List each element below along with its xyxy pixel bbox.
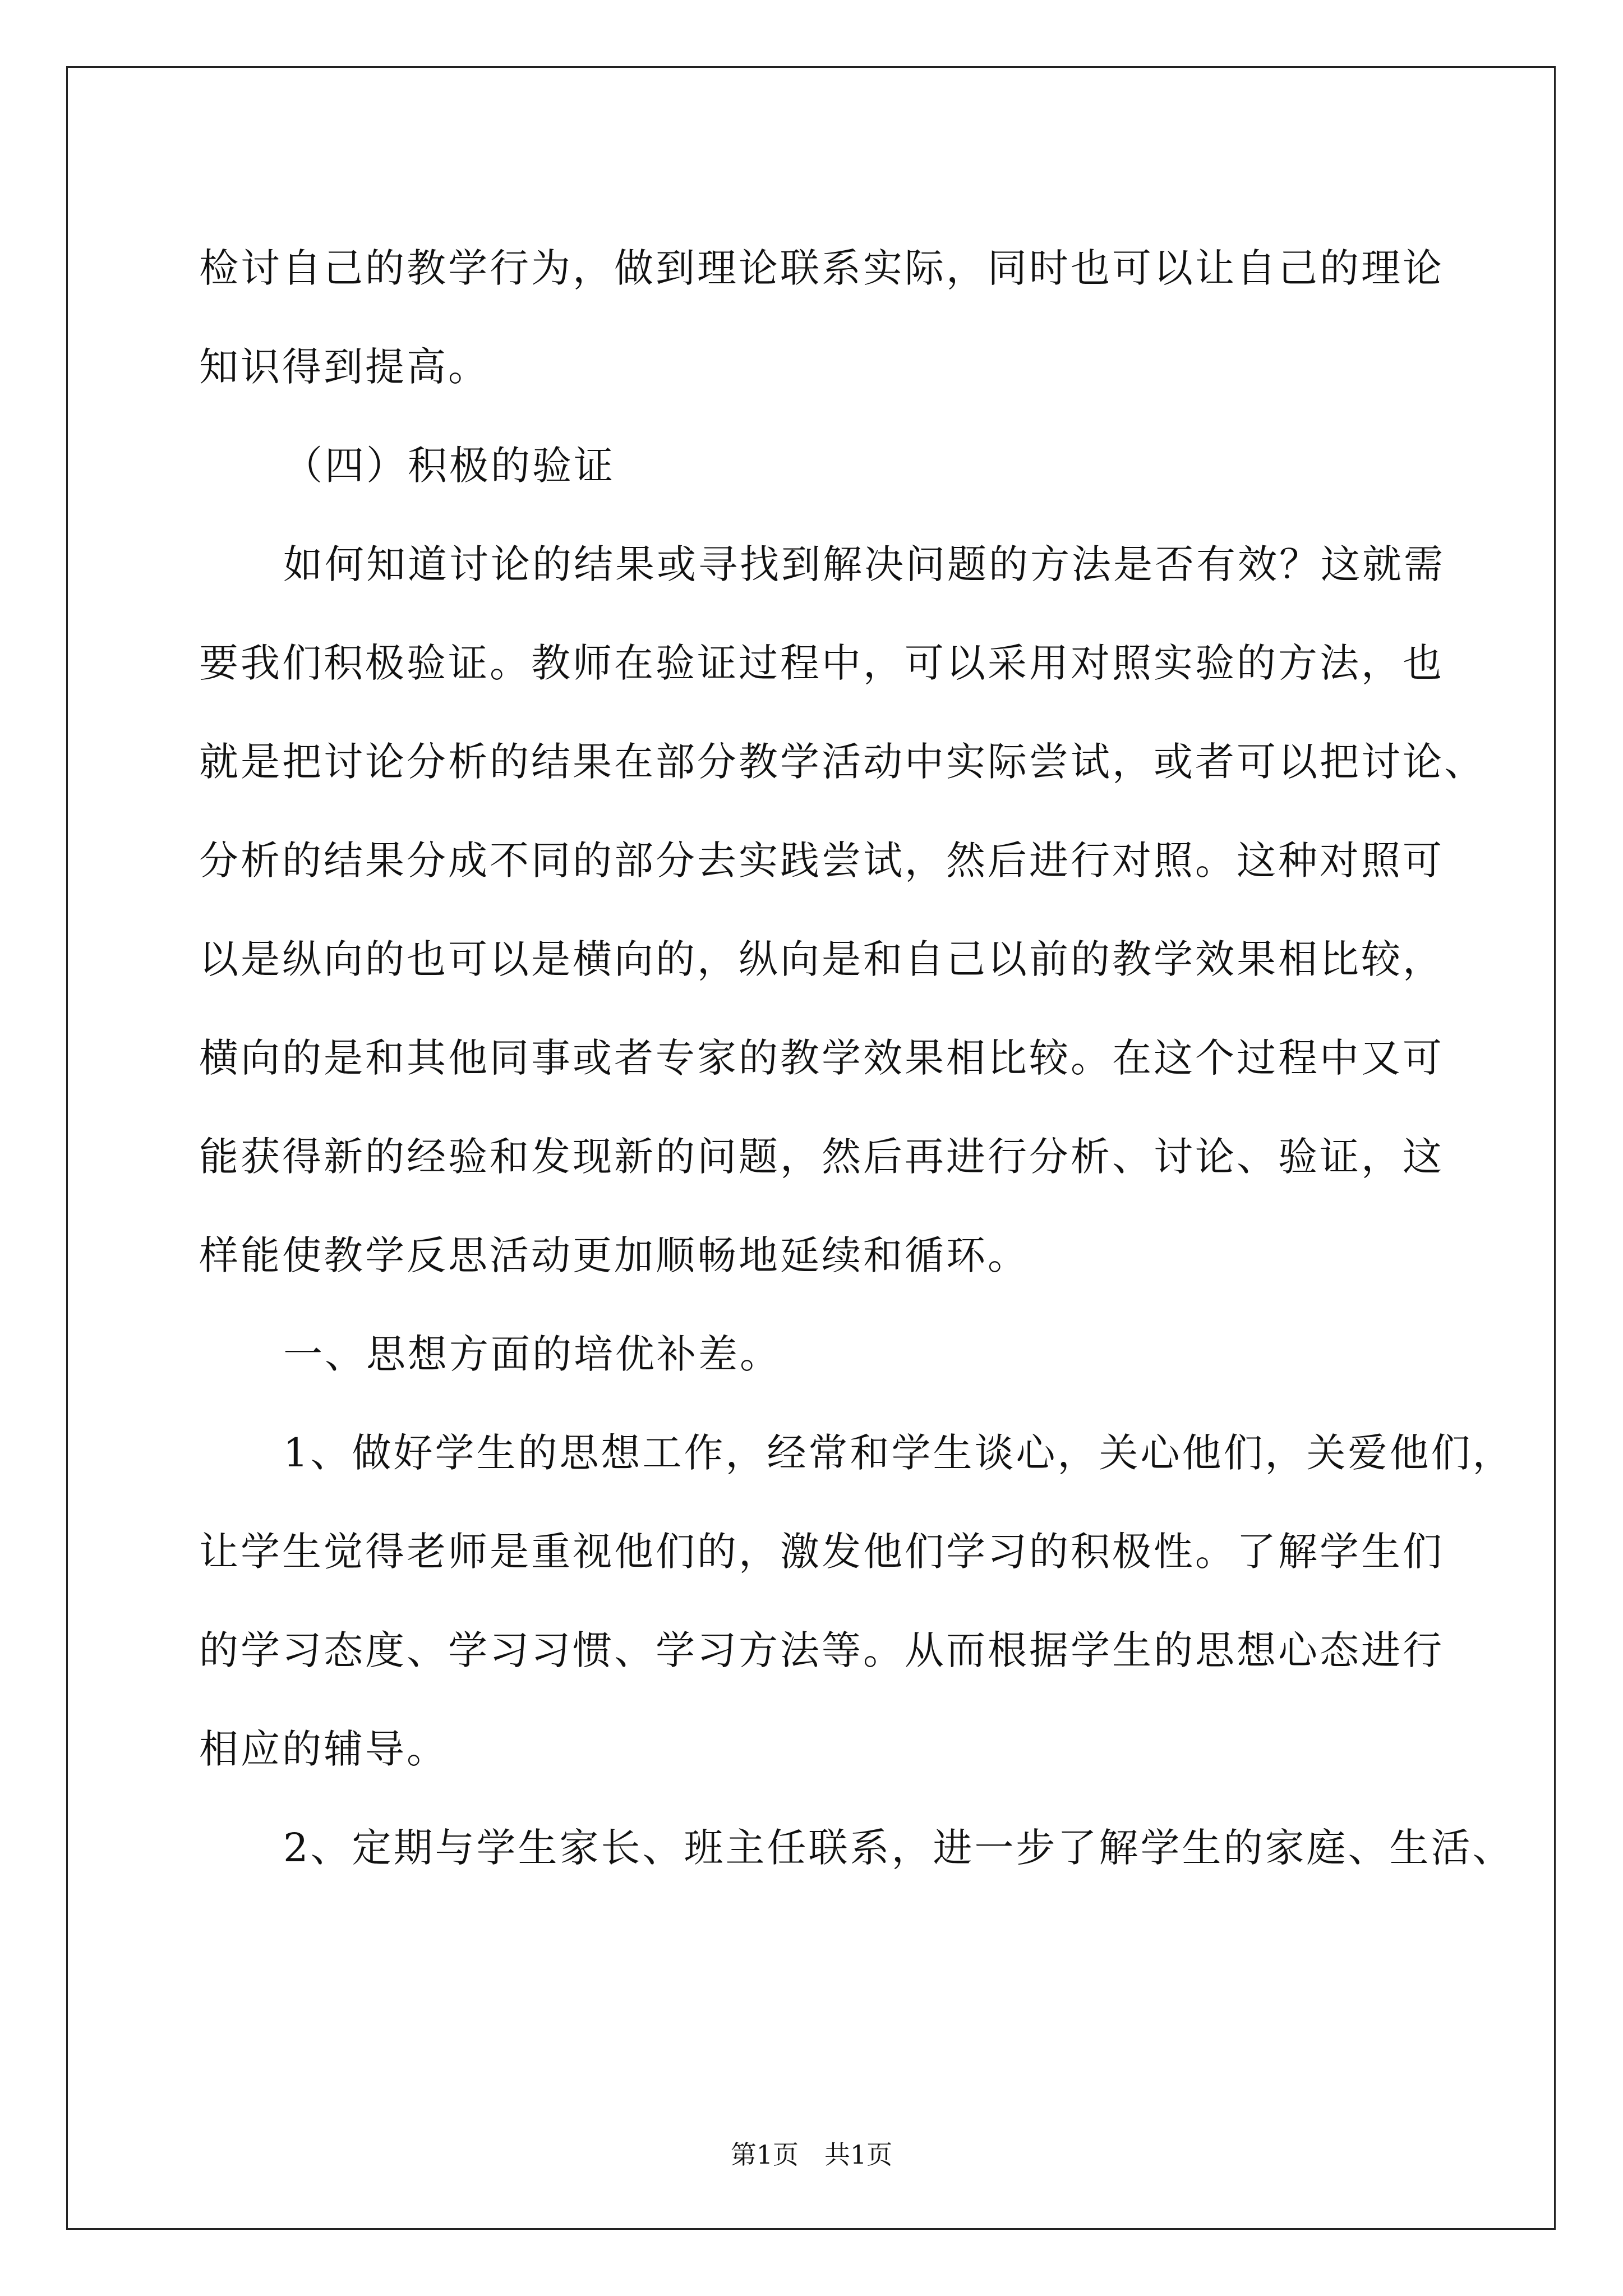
page-number-footer: 第1页 共1页 (730, 2139, 893, 2170)
text-line: 横向的是和其他同事或者专家的教学效果相比较。在这个过程中又可 (199, 1035, 1444, 1081)
text-line: 2、定期与学生家长、班主任联系，进一步了解学生的家庭、生活、 (283, 1825, 1514, 1871)
text-line: 能获得新的经验和发现新的问题，然后再进行分析、讨论、验证，这 (199, 1134, 1444, 1180)
section-heading: 一、思想方面的培优补差。 (283, 1331, 781, 1377)
text-line: 1、做好学生的思想工作，经常和学生谈心，关心他们，关爱他们， (283, 1430, 1514, 1476)
text-line: 相应的辅导。 (199, 1726, 448, 1772)
text-line: 就是把讨论分析的结果在部分教学活动中实际尝试，或者可以把讨论、 (199, 739, 1486, 785)
text-line: 的学习态度、学习习惯、学习方法等。从而根据学生的思想心态进行 (199, 1627, 1444, 1673)
text-line: 要我们积极验证。教师在验证过程中，可以采用对照实验的方法，也 (199, 640, 1444, 686)
text-line: 检讨自己的教学行为，做到理论联系实际，同时也可以让自己的理论 (199, 245, 1444, 291)
text-line: 分析的结果分成不同的部分去实践尝试，然后进行对照。这种对照可 (199, 838, 1444, 884)
section-heading: （四）积极的验证 (283, 443, 615, 489)
text-line: 让学生觉得老师是重视他们的，激发他们学习的积极性。了解学生们 (199, 1529, 1444, 1575)
text-line: 知识得到提高。 (199, 344, 490, 390)
text-line: 如何知道讨论的结果或寻找到解决问题的方法是否有效？这就需 (283, 541, 1445, 587)
document-body (199, 219, 1514, 1897)
text-line: 以是纵向的也可以是横向的，纵向是和自己以前的教学效果相比较， (199, 936, 1444, 982)
text-line: 样能使教学反思活动更加顺畅地延续和循环。 (199, 1232, 1029, 1278)
